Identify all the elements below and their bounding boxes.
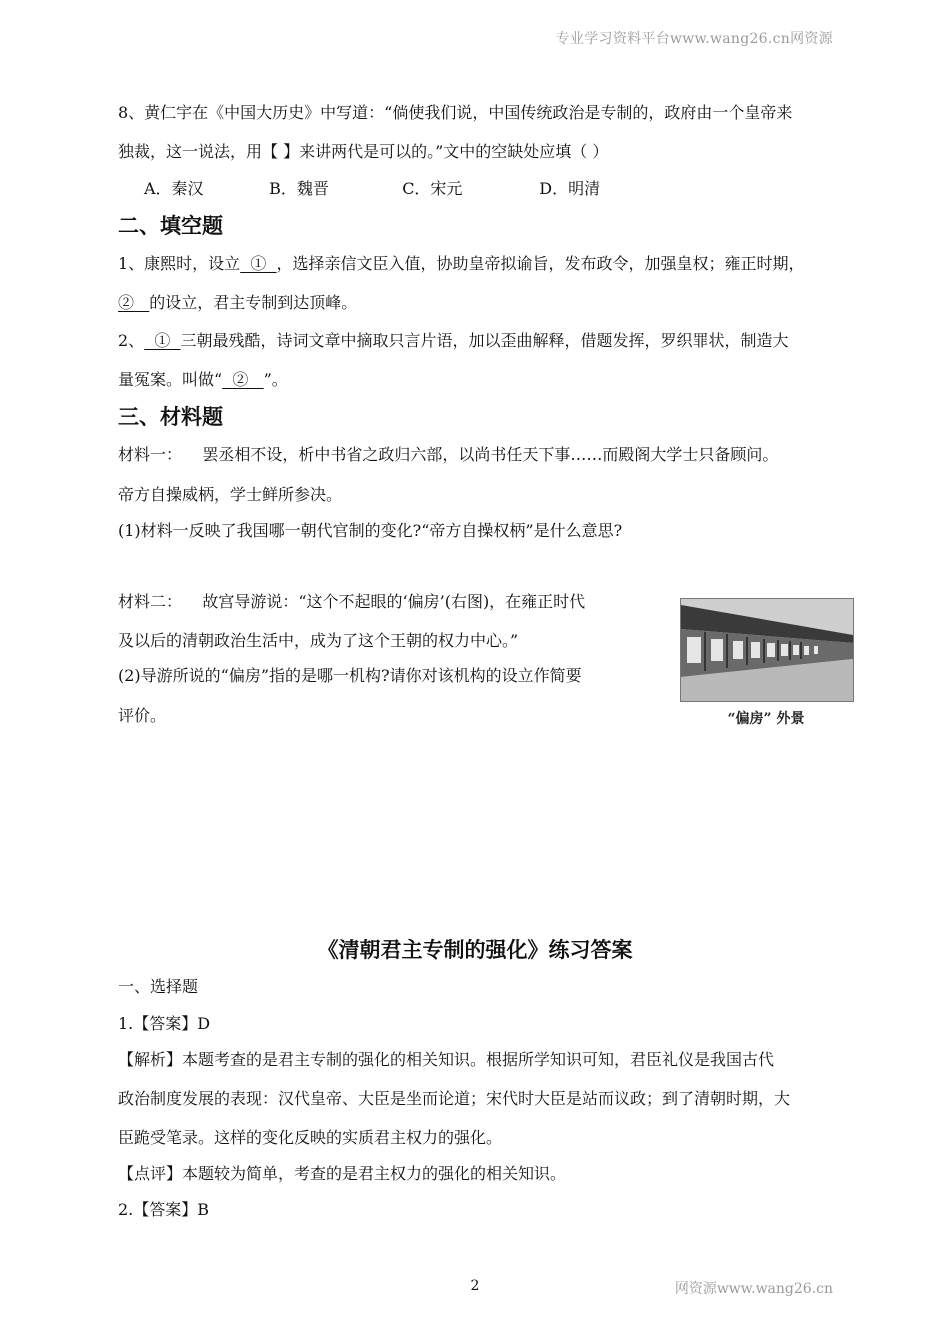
material-q2-line1: (2)导游所说的“偏房”指的是哪一机构?请你对该机构的设立作简要: [118, 666, 582, 685]
option-c: C．宋元: [402, 179, 463, 198]
material2-line1: 材料二： 故宫导游说：“这个不起眼的‘偏房’(右图)，在雍正时代: [118, 592, 586, 611]
analysis-line3: 臣跪受笔录。这样的变化反映的实质君主权力的强化。: [118, 1128, 503, 1147]
fill-q1-line2: [118, 292, 357, 314]
fill-q1-rest: ，选择亲信文臣入值，协助皇帝拟谕旨，发布政令，加强皇权；雍正时期，: [276, 254, 805, 273]
page-footer: 网资源www.wang26.cn: [674, 1281, 833, 1297]
section-title-fill-blank: 二、填空题: [118, 214, 223, 238]
page-header: 专业学习资料平台www.wang26.cn网资源: [555, 31, 833, 47]
side-room-photo: [680, 598, 854, 702]
comment: 【点评】本题较为简单，考查的是君主权力的强化的相关知识。: [118, 1164, 567, 1183]
option-b: B．魏晋: [269, 179, 329, 198]
fill-q2-blank2: ②: [222, 370, 264, 389]
q8-line2: 独裁，这一说法，用【 】来讲两代是可以的。”文中的空缺处应填（ ）: [118, 142, 609, 161]
fill-q1-line2-text: 的设立，君主专制到达顶峰。: [149, 293, 358, 312]
answers-subtitle: 一、选择题: [118, 977, 199, 996]
page-number: 2: [470, 1278, 480, 1294]
q8-line1: 8、黄仁宇在《中国大历史》中写道：“倘使我们说，中国传统政治是专制的，政府由一个皇帝来: [118, 103, 793, 122]
material-q2-line2: 评价。: [118, 706, 167, 725]
fill-q2-prefix: 2、: [118, 331, 145, 350]
fill-q1-blank2: ②: [118, 293, 150, 312]
answers-title: 《清朝君主专制的强化》练习答案: [317, 938, 633, 962]
q8-options: [144, 178, 600, 200]
answer-2: 2.【答案】B: [118, 1200, 210, 1219]
section-title-material: 三、材料题: [118, 405, 223, 429]
side-room-illustration: [681, 599, 853, 701]
fill-q2-line2-suffix: ”。: [263, 370, 288, 389]
answer-1: 1.【答案】D: [118, 1014, 211, 1033]
material1-line1: 材料一： 罢丞相不设，析中书省之政归六部，以尚书任天下事……而殿阁大学士只备顾问。: [118, 445, 779, 464]
fill-q2-blank1: ①: [144, 331, 181, 350]
photo-caption: “偏房” 外景: [727, 711, 805, 727]
material1-line2: 帝方自操威柄，学士鲜所参决。: [118, 485, 343, 504]
material-q1: (1)材料一反映了我国哪一朝代官制的变化?“帝方自操权柄”是什么意思?: [118, 521, 623, 540]
option-a: A．秦汉: [144, 179, 204, 198]
material2-line2: 及以后的清朝政治生活中，成为了这个王朝的权力中心。”: [118, 631, 519, 650]
fill-q1-prefix: 1、康熙时，设立: [118, 254, 241, 273]
analysis-line1: 【解析】本题考查的是君主专制的强化的相关知识。根据所学知识可知，君臣礼仪是我国古代: [118, 1050, 775, 1069]
fill-q2-line2-prefix: 量冤案。叫做“: [118, 370, 223, 389]
fill-q2-rest: 三朝最残酷，诗词文章中摘取只言片语，加以歪曲解释，借题发挥，罗织罪状，制造大: [180, 331, 789, 350]
fill-q1-blank1: ①: [240, 254, 277, 273]
option-d: D．明清: [539, 179, 601, 198]
fill-q2-line2: [118, 369, 288, 391]
fill-q2-line1: [118, 330, 789, 352]
fill-q1-line1: [118, 253, 805, 275]
analysis-line2: 政治制度发展的表现：汉代皇帝、大臣是坐而论道；宋代时大臣是站而议政；到了清朝时期，大: [118, 1089, 791, 1108]
